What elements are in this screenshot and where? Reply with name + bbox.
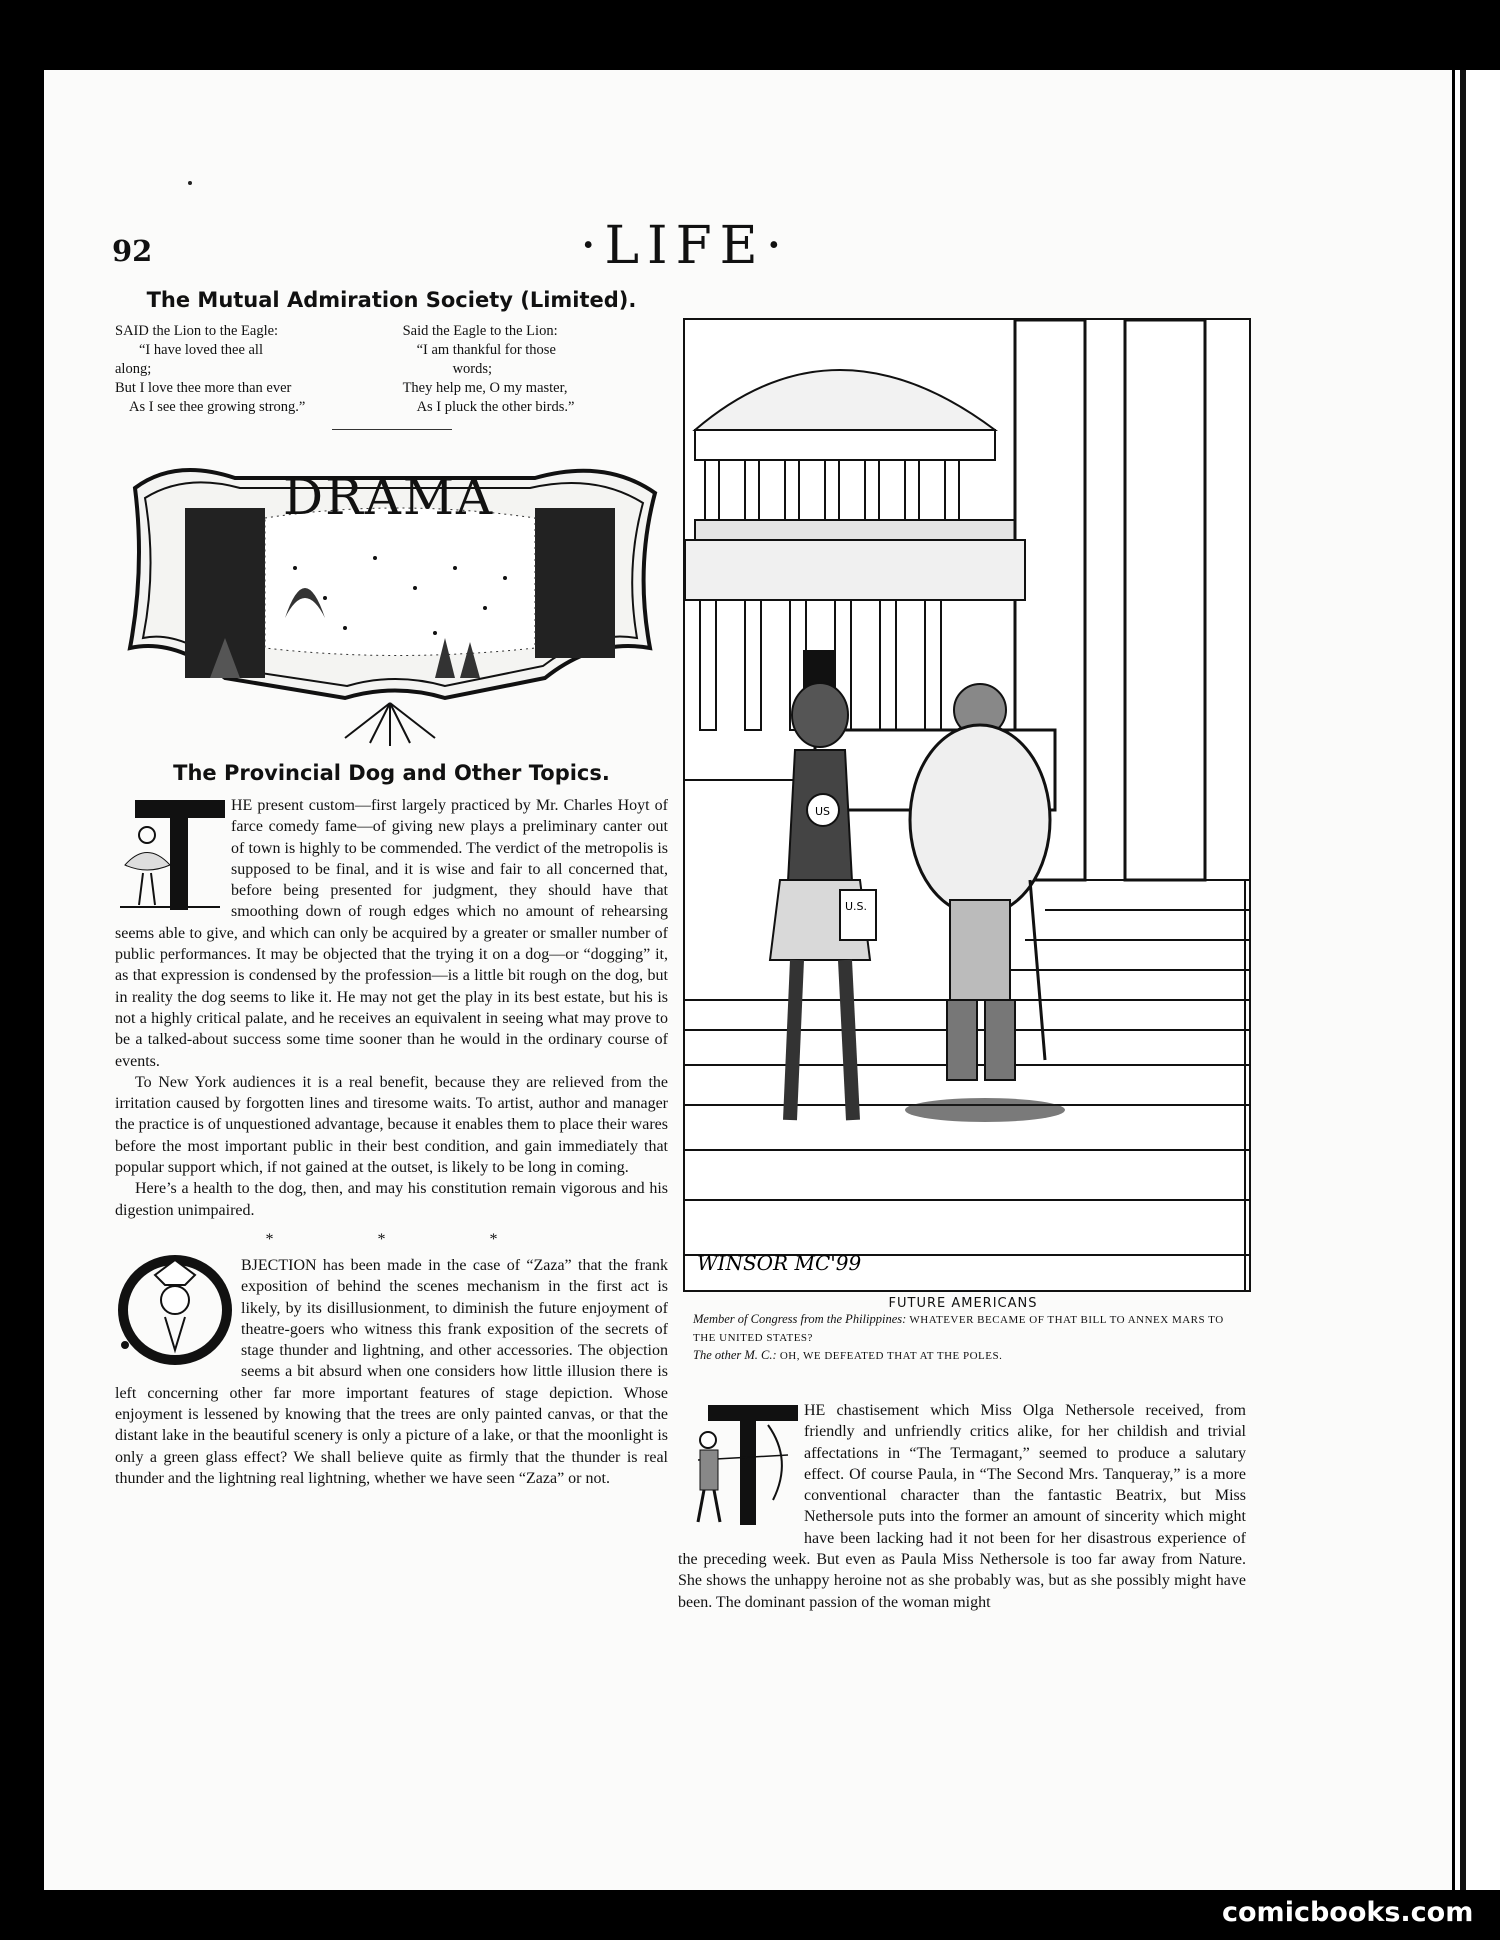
article-paragraph: BJECTION has been made in the case of “Zaza” that the frank exposition of behind the scenes mechanism in the first act is likely, by its disillusionment, to diminish the future enjoyment of theatre-goers who witness this frank exposition of the secrets of stage thunder and lightning, and other accessories. The objection seems a bit absurd when one considers how little illusion there is left concerning other far more important features of stage depiction. Whose enjoyment is lessened by knowing that the trees are only painted canvas, or that the distant lake in the beautiful scenery is only a picture of a lake, or that the moonlight is only a green glass effect? We shall believe quite as firmly that the thunder is real thunder and the lightning real lightning, whether we have seen “Zaza” or not.: [115, 1256, 668, 1487]
dancer-dropcap-illustration: [115, 795, 225, 915]
caption-dialogue: [678, 1311, 1248, 1347]
poem-title: The Mutual Admiration Society (Limited).: [146, 288, 637, 312]
clown-dropcap-illustration: [115, 1255, 235, 1365]
section-break: * * *: [265, 1230, 548, 1248]
poem-line: SAID the Lion to the Eagle:: [115, 323, 279, 339]
poem-line: Said the Eagle to the Lion:: [402, 323, 558, 339]
article-paragraph: To New York audiences it is a real benefit, because they are relieved from the irritation caused by forgotten lines and tiresome waits. To artist, author and manager the practice is of unquestioned advantage, because it enables them to place their wares before the most important public in their best condition, and gain immediately that popular support which, if not gained at the outset, is likely to be long in coming.: [115, 1073, 668, 1177]
caption-speaker: The other M. C.:: [693, 1348, 777, 1362]
article-paragraph: HE chastisement which Miss Olga Nethersole received, from friendly and unfriendly critics alike, for her childish and trivial affectations in “The Termagant,” seemed to produce a salutary effect. Of course Paula, in “The Second Mrs. Tanqueray,” is a more conventional character than the fantastic Beatrix, but Miss Nethersole puts into the former an amount of sincerity which might have been lacking had it not been for her disastrous experience of the preceding week. But even as Paula Miss Nethersole is too far away from Nature. She shows the unhappy heroine not as she probably was, but as she possibly might have been. The dominant passion of the woman might: [678, 1402, 1246, 1611]
page-gutter-line: [1460, 70, 1466, 1890]
us-bag-label: U.S.: [845, 900, 868, 913]
cartoon-caption: [678, 1296, 1248, 1365]
article-paragraph: HE present custom—first largely practiced by Mr. Charles Hoyt of farce comedy fame—of giving new plays a preliminary canter out of town is highly to be commended. The verdict of the metropolis is supposed to be final, and it is wise and fair to all concerned that, before being presented for judgment, they should have that smoothing down of rough edges which no amount of rehearsing seems able to give, and which can only be acquired by a greater or smaller number of public performances. It may be objected that the trying it on a dog—or “dogging” it, as that expression is condensed by the profession—is a little bit rough on the dog, but in reality the dog seems to like it. He may not get the play in its best estate, but his is not a highly critical palate, and he receives an equivalent in seeing what may prove to be a talked-about success some time sooner than he would in the ordinary course of events.: [115, 797, 668, 1070]
poem-line: They help me, O my master,: [402, 380, 568, 396]
poem-line: “I am thankful for those: [416, 342, 556, 358]
masthead-title: ·LIFE·: [580, 216, 791, 276]
left-column: [115, 288, 668, 1489]
drama-banner-illustration: [115, 448, 668, 748]
poem-line: But I love thee more than ever: [115, 380, 292, 396]
caption-quote: OH, WE DEFEATED THAT AT THE POLES.: [779, 1350, 1003, 1362]
site-watermark: comicbooks.com: [1222, 1897, 1474, 1928]
poem-line: along;: [115, 361, 152, 377]
article-body: [115, 795, 668, 1489]
drama-word: DRAMA: [283, 468, 495, 526]
poem-stanza-eagle: [403, 322, 668, 417]
poem-line: As I pluck the other birds.”: [416, 399, 575, 415]
artist-signature: WINSOR MC'99: [697, 1251, 862, 1275]
article-title: The Provincial Dog and Other Topics.: [173, 761, 610, 785]
article-paragraph: Here’s a health to the dog, then, and may his constitution remain vigorous and his digestion unimpaired.: [115, 1180, 668, 1219]
caption-quote: WHATEVER BECAME OF THAT BILL TO ANNEX MARS TO THE UNITED STATES?: [693, 1314, 1224, 1344]
poem-line: “I have loved thee all: [139, 342, 263, 358]
poem-stanza-lion: [115, 322, 380, 417]
us-badge-left: US: [815, 805, 831, 818]
archer-dropcap-illustration: [678, 1400, 798, 1530]
poem-line: As I see thee growing strong.”: [129, 399, 306, 415]
future-americans-cartoon: [683, 318, 1251, 1292]
caption-title: FUTURE AMERICANS: [888, 1296, 1038, 1311]
poem-line: words;: [452, 361, 493, 377]
ink-speck: [188, 181, 192, 185]
caption-dialogue: [678, 1347, 1248, 1365]
divider: [332, 429, 452, 430]
poem: [115, 322, 668, 417]
right-column-article: [678, 1400, 1246, 1613]
caption-speaker: Member of Congress from the Philippines:: [693, 1312, 907, 1326]
page-number: 92: [112, 234, 153, 268]
